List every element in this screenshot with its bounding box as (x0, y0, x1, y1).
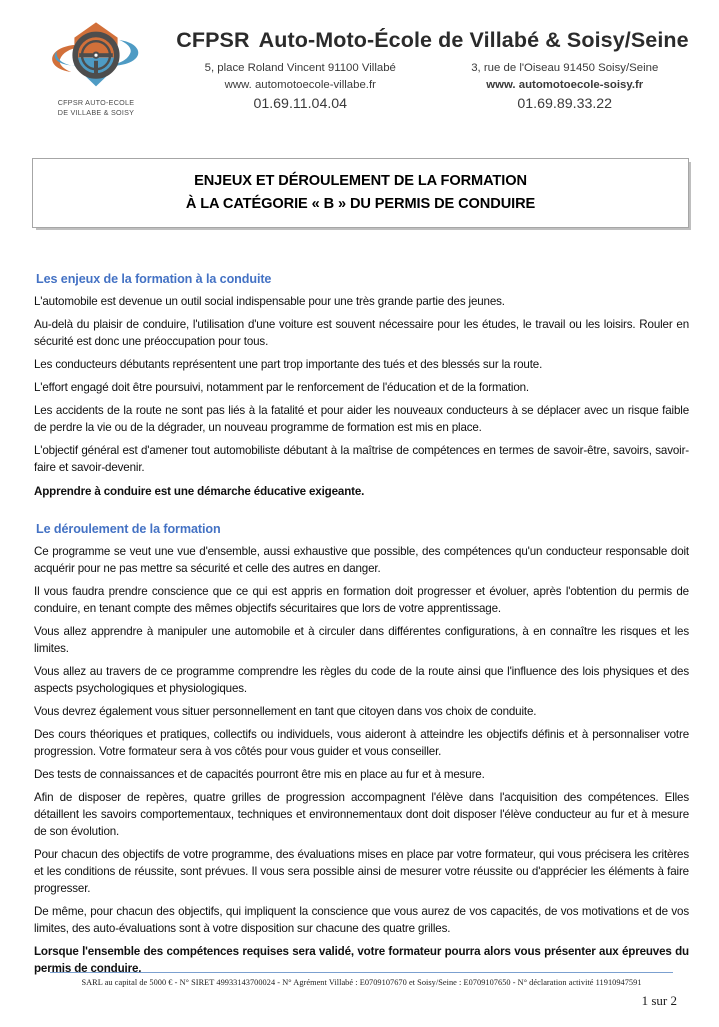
org-acronym: CFPSR (176, 28, 250, 52)
paragraph: L'objectif général est d'amener tout automobiliste débutant à la maîtrise de compétences en termes de savoir-être, savoirs, savoir-faire et savoir-devenir. (34, 444, 689, 475)
document-title-box (32, 158, 689, 228)
header-right (162, 14, 697, 116)
paragraph: Des tests de connaissances et de capacités pourront être mis en place au fur et à mesure. (34, 767, 485, 781)
paragraph: Apprendre à conduire est une démarche éducative exigeante. (34, 484, 365, 498)
paragraph: Ce programme se veut une vue d'ensemble, aussi exhaustive que possible, des compétences qu'un conducteur responsable doit acquérir pour ne pas mettre sa sécurité et celle des autres en danger. (34, 544, 689, 575)
branch-website[interactable]: www. automotoecole-villabe.fr (224, 78, 376, 91)
branch-website[interactable]: www. automotoecole-soisy.fr (486, 78, 644, 91)
document-body (0, 228, 719, 977)
paragraph: Afin de disposer de repères, quatre grilles de progression accompagnent l'élève dans l'acquisition des compétences. Elles détaillent les savoirs comportementaux, techniques et environnementaux dont doit disposer l'élève conducteur au fur et à mesure de son évolution. (34, 790, 689, 838)
section-heading: Le déroulement de la formation (36, 521, 221, 536)
paragraph: Les accidents de la route ne sont pas liés à la fatalité et pour aider les nouveaux conducteurs à se déplacer avec un risque faible de perdre la vie ou de la dégrader, un nouveau programme de formation est mis en place. (34, 404, 689, 435)
paragraph: L'effort engagé doit être poursuivi, notamment par le renforcement de l'éducation et de la formation. (34, 381, 529, 395)
paragraph: Pour chacun des objectifs de votre programme, des évaluations mises en place par votre formateur, qui vous précisera les critères et les conditions de réussite, sont prévues. Il vous sera possible ainsi de mesurer votre réussite ou d'apprécier les éléments à faire progresser. (34, 848, 689, 896)
sections-root (34, 272, 689, 977)
paragraph: Il vous faudra prendre conscience que ce qui est appris en formation doit progresser et évoluer, après l'obtention du permis de conduire, en tenant compte des mêmes objectifs sécuritaires que lors de votre apprentissage. (34, 584, 689, 615)
paragraph: Au-delà du plaisir de conduire, l'utilisation d'une voiture est souvent nécessaire pour les études, le travail ou les loisirs. Rouler en sécurité est donc une préoccupation pour tous. (34, 318, 689, 349)
footer-page-number: 1 sur 2 (641, 993, 677, 1008)
paragraph: Vous allez apprendre à manipuler une automobile et à circuler dans différentes configurations, à en connaître les risques et les limites. (34, 624, 689, 655)
paragraph: Des cours théoriques et pratiques, collectifs ou individuels, vous aideront à atteindre les objectifs définis et à personnaliser votre progression. Votre formateur sera à vos côtés pour vous guider et vous conseiller. (34, 727, 689, 758)
document-title-line-1: ENJEUX ET DÉROULEMENT DE LA FORMATION (194, 173, 527, 189)
branch-list (168, 61, 697, 116)
content-section (34, 272, 689, 499)
logo-caption-line-2: DE VILLABE & SOISY (57, 108, 135, 118)
content-section (34, 522, 689, 978)
branch-address: 3, rue de l'Oiseau 91450 Soisy/Seine (471, 61, 659, 74)
document-header (0, 0, 719, 124)
org-name: Auto-Moto-École de Villabé & Soisy/Seine (258, 28, 689, 52)
footer-legal-text: SARL au capital de 5000 € - N° SIRET 49933143700024 - N° Agrément Villabé : E0709107670 et Soisy/Seine : E0709107650 - N° déclaration activité 11910947591 (81, 978, 642, 987)
branch-villabe (168, 61, 433, 116)
branch-phone[interactable]: 01.69.89.33.22 (517, 96, 613, 113)
document-title-box-wrapper (0, 124, 719, 228)
footer-divider (50, 972, 673, 973)
branch-address: 5, place Roland Vincent 91100 Villabé (204, 61, 396, 74)
paragraph: L'automobile est devenue un outil social indispensable pour une très grande partie des jeunes. (34, 295, 505, 309)
section-heading: Les enjeux de la formation à la conduite (36, 272, 272, 287)
auto-school-shield-steering-wheel-logo (44, 16, 148, 96)
logo-caption (58, 98, 135, 119)
paragraph: Vous devrez également vous situer personnellement en tant que citoyen dans vos choix de conduite. (34, 704, 537, 718)
paragraph: De même, pour chacun des objectifs, qui impliquent la conscience que vous aurez de vos capacités, de vos motivations et de vos limites, des auto-évaluations sont à votre disposition sur chacune des quatre grilles. (34, 905, 689, 936)
logo-caption-line-1: CFPSR AUTO-ECOLE (57, 98, 135, 107)
document-title-line-2: À LA CATÉGORIE « B » DU PERMIS DE CONDUIRE (185, 195, 536, 212)
organization-title (168, 28, 697, 53)
document-footer (0, 972, 719, 1009)
section-spacer (34, 506, 689, 522)
paragraph: Lorsque l'ensemble des compétences requises sera validé, votre formateur pourra alors vous présenter aux épreuves du permis de conduire. (34, 945, 689, 976)
paragraph: Vous allez au travers de ce programme comprendre les règles du code de la route ainsi que l'influence des lois physiques et des aspects psychologiques et physiologiques. (34, 664, 689, 695)
paragraph: Les conducteurs débutants représentent une part trop importante des tués et des blessés sur la route. (34, 358, 543, 372)
branch-soisy (433, 61, 698, 116)
branch-phone[interactable]: 01.69.11.04.04 (253, 96, 348, 113)
logo-block (30, 14, 162, 119)
